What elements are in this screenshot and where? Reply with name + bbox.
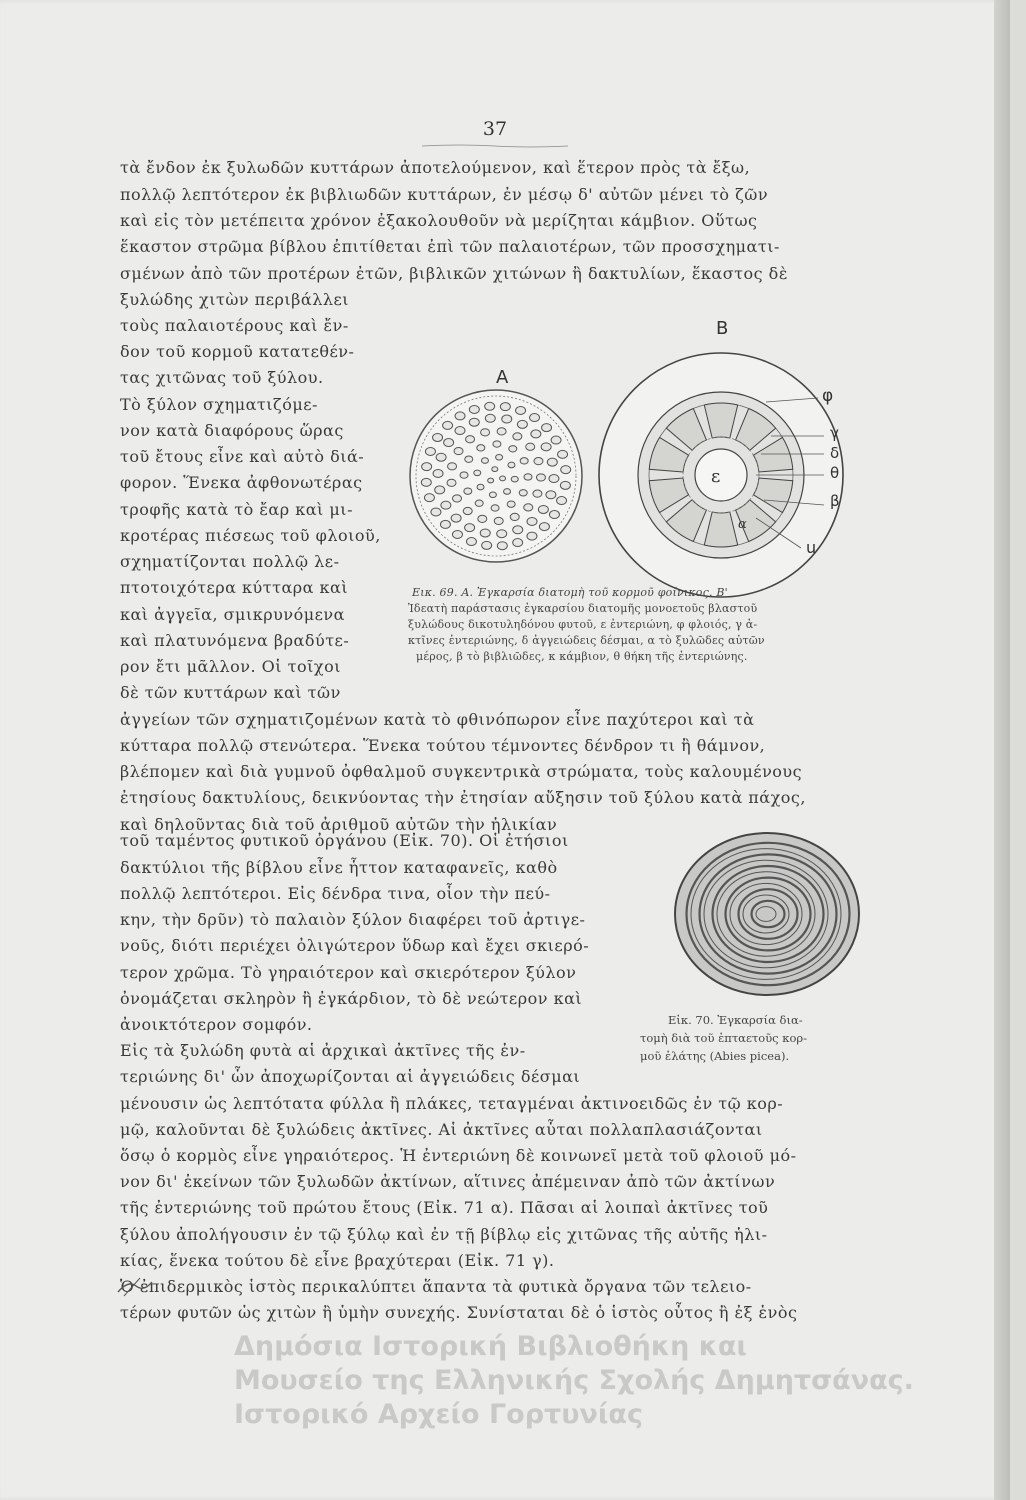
vascular-bundle-dot (455, 427, 465, 435)
vascular-bundle-dot (539, 523, 549, 531)
library-watermark: Μουσείο της Ελληνικής Σχολής Δημητσάνας. (234, 1365, 914, 1396)
text-line: κίας, ἕνεκα τούτου δὲ εἶνε βραχύτεραι (Εἰκ. 71 γ). (120, 1251, 555, 1270)
vascular-bundle-dot (557, 497, 567, 505)
figure-70-tree-rings (672, 830, 862, 998)
vascular-bundle-dot (531, 430, 541, 438)
vascular-bundle-dot (549, 475, 559, 483)
vascular-bundle-dot (538, 505, 548, 513)
marker-delta: δ (830, 444, 840, 462)
vascular-bundle-dot (502, 415, 512, 423)
text-line: Ὁ ἐπιδερμικὸς ἱστὸς περικαλύπτει ἅπαντα τὰ φυτικὰ ὄργανα τῶν τελειο- (120, 1277, 752, 1296)
figure-69b-stem-diagram (596, 350, 846, 600)
figure-69-caption: Ἰδεατὴ παράστασις ἐγκαρσίου διατομῆς μονοετοῦς βλαστοῦ (408, 602, 758, 615)
text-line: πολλῷ λεπτότεροι. Εἰς δένδρα τινα, οἷον τὴν πεύ- (120, 884, 551, 903)
vascular-bundle-dot (424, 494, 434, 502)
vascular-bundle-dot (481, 458, 488, 464)
vascular-bundle-dot (474, 470, 481, 476)
vascular-bundle-dot (485, 414, 495, 422)
text-line: πολλῷ λεπτότερον ἐκ βιβλιωδῶν κυττάρων, ἐν μέσῳ δ' αὐτῶν μένει τὸ ζῶν (120, 185, 769, 204)
vascular-bundle-dot (493, 441, 501, 447)
vascular-bundle-dot (513, 433, 522, 440)
vascular-bundle-dot (477, 484, 484, 490)
text-line: νον δι' ἐκείνων τῶν ξυλωδῶν ἀκτίνων, αἵτινες ἀπέμειναν ἀπὸ τῶν ἀκτίνων (120, 1172, 776, 1191)
text-line: ἕκαστον στρῶμα βίβλου ἐπιτίθεται ἐπὶ τῶν παλαιοτέρων, τῶν προσσχηματι- (120, 237, 780, 256)
vascular-bundle-dot (496, 454, 503, 460)
text-line: κύτταρα πολλῷ στενώτερα. Ἕνεκα τούτου τέμνοντες δένδρον τι ἢ θάμνον, (120, 736, 766, 755)
vascular-bundle-dot (500, 476, 506, 481)
vascular-bundle-dot (444, 439, 454, 447)
vascular-bundle-dot (425, 447, 435, 455)
vascular-bundle-dot (513, 526, 523, 534)
text-line: καὶ δηλοῦντας διὰ τοῦ ἀριθμοῦ αὐτῶν τὴν ἡλικίαν (120, 815, 558, 834)
vascular-bundle-dot (466, 538, 476, 546)
vascular-bundle-dot (464, 488, 472, 494)
text-line: τας χιτῶνας τοῦ ξύλου. (120, 368, 324, 387)
vascular-bundle-dot (440, 520, 450, 528)
vascular-bundle-dot (422, 463, 432, 471)
vascular-bundle-dot (435, 486, 445, 494)
vascular-bundle-dot (454, 447, 463, 454)
vascular-bundle-dot (447, 479, 456, 486)
vascular-bundle-dot (533, 490, 542, 497)
text-line: τοῦ ταμέντος φυτικοῦ ὀργάνου (Εἰκ. 70). Οἱ ἐτήσιοι (120, 831, 569, 850)
text-line: φορον. Ἕνεκα ἀφθονωτέρας (120, 473, 363, 492)
marker-epsilon: ε (711, 466, 721, 487)
vascular-bundle-dot (500, 403, 510, 411)
figure-69-caption: ξυλώδους δικοτυληδόνου φυτοῦ, ε ἐντεριώνη, φ φλοιός, γ ἀ- (408, 618, 758, 631)
vascular-bundle-dot (460, 472, 468, 478)
vascular-bundle-dot (560, 481, 570, 489)
text-line: τερον χρῶμα. Τὸ γηραιότερον καὶ σκιερότερον ξύλον (120, 963, 577, 982)
text-line: ξύλου ἀπολήγουσιν ἐν τῷ ξύλῳ καὶ ἐν τῇ βίβλῳ εἰς χιτῶνας τῆς αὐτῆς ἡλι- (120, 1225, 768, 1244)
figure-69-caption: μέρος, β τὸ βιβλιῶδες, κ κάμβιον, θ θήκη τῆς ἐντεριώνης. (416, 650, 748, 663)
text-line: ὀνομάζεται σκληρὸν ἢ ἐγκάρδιον, τὸ δὲ νεώτερον καὶ (120, 989, 583, 1008)
vascular-bundle-dot (441, 501, 451, 509)
text-line: νον κατὰ διαφόρους ὥρας (120, 421, 344, 440)
text-line: δακτύλιοι τῆς βίβλου εἶνε ἧττον καταφανεῖς, καθὸ (120, 858, 558, 877)
vascular-bundle-dot (546, 491, 556, 499)
vascular-bundle-dot (497, 530, 507, 538)
vascular-bundle-dot (536, 474, 545, 481)
vascular-bundle-dot (513, 539, 523, 547)
marker-phi: φ (822, 386, 834, 406)
vascular-bundle-dot (443, 421, 453, 429)
text-line: ξυλώδης χιτὼν περιβάλλει (120, 290, 350, 309)
vascular-bundle-dot (520, 458, 528, 464)
marker-beta: β (830, 492, 840, 510)
text-line: ὅσῳ ὁ κορμὸς εἶνε γηραιότερος. Ἡ ἐντεριώνη δὲ κοινωνεῖ μετὰ τοῦ φλοιοῦ μό- (120, 1146, 797, 1165)
marker-kappa: u (806, 538, 817, 557)
vascular-bundle-dot (534, 458, 543, 465)
vascular-bundle-dot (451, 514, 461, 522)
vascular-bundle-dot (485, 402, 495, 410)
text-line: κροτέρας πιέσεως τοῦ φλοιοῦ, (120, 526, 381, 545)
page-edge (994, 0, 1010, 1500)
vascular-bundle-dot (433, 433, 443, 441)
vascular-bundle-dot (455, 412, 465, 420)
text-line: καὶ εἰς τὸν μετέπειτα χρόνον ἐξακολουθοῦν νὰ μερίζηται κάμβιον. Οὕτως (120, 211, 758, 230)
text-line: τροφῆς κατὰ τὸ ἔαρ καὶ μι- (120, 500, 353, 519)
vascular-bundle-dot (497, 542, 507, 550)
vascular-bundle-dot (524, 474, 532, 480)
vascular-bundle-dot (465, 524, 475, 532)
text-line: σχηματίζονται πολλῷ λε- (120, 552, 340, 571)
vascular-bundle-dot (527, 517, 537, 525)
text-line: τέρων φυτῶν ὡς χιτὼν ἢ ὑμὴν συνεχής. Συνίσταται δὲ ὁ ἱστὸς οὗτος ἢ ἐξ ἑνὸς (120, 1303, 798, 1322)
vascular-bundle-dot (452, 495, 461, 502)
library-watermark: Ιστορικό Αρχείο Γορτυνίας (234, 1399, 643, 1430)
vascular-bundle-dot (508, 462, 515, 468)
vascular-bundle-dot (526, 443, 535, 450)
figure-label-b: B (716, 318, 729, 339)
vascular-bundle-dot (469, 405, 479, 413)
vascular-bundle-dot (558, 450, 568, 458)
vascular-bundle-dot (517, 420, 527, 428)
vascular-bundle-dot (492, 467, 498, 472)
figure-70-caption: Εἰκ. 70. Ἐγκαρσία δια- (668, 1013, 803, 1027)
vascular-bundle-dot (448, 463, 457, 470)
vascular-bundle-dot (551, 436, 561, 444)
vascular-bundle-dot (507, 501, 515, 507)
text-line: Εἰς τὰ ξυλώδη φυτὰ αἱ ἀρχικαὶ ἀκτῖνες τῆς ἐν- (120, 1041, 526, 1060)
text-line: τὰ ἔνδον ἐκ ξυλωδῶν κυττάρων ἀποτελούμενον, καὶ ἕτερον πρὸς τὰ ἔξω, (120, 158, 751, 177)
text-line: ἐτησίους δακτυλίους, δεικνύοντας τὴν ἐτησίαν αὔξησιν τοῦ ξύλου κατὰ πάχος, (120, 788, 806, 807)
vascular-bundle-dot (436, 453, 446, 461)
text-line: δον τοῦ κορμοῦ κατατεθέν- (120, 342, 355, 361)
vascular-bundle-dot (478, 515, 487, 522)
vascular-bundle-dot (433, 469, 443, 477)
vascular-bundle-dot (481, 429, 490, 436)
vascular-bundle-dot (519, 490, 527, 496)
text-line: σμένων ἀπὸ τῶν προτέρων ἐτῶν, βιβλικῶν χιτώνων ἢ δακτυλίων, ἕκαστος δὲ (120, 264, 788, 283)
marker-gamma: γ (830, 424, 839, 442)
vascular-bundle-dot (452, 530, 462, 538)
vascular-bundle-dot (497, 428, 506, 435)
text-line: μένουσιν ὡς λεπτότατα φύλλα ἢ πλάκες, τεταγμέναι ἀκτινοειδῶς ἐν τῷ κορ- (120, 1094, 784, 1113)
figure-69a-palm-section (408, 388, 584, 564)
figure-70-caption: τομὴ διὰ τοῦ ἑπταετοῦς κορ- (640, 1031, 808, 1045)
text-line: δὲ τῶν κυττάρων καὶ τῶν (120, 683, 341, 702)
library-watermark: Δημόσια Ιστορική Βιβλιοθήκη και (234, 1331, 747, 1362)
figure-70-caption: μοῦ ἐλάτης (Abies picea). (640, 1049, 790, 1063)
vascular-bundle-dot (561, 466, 571, 474)
vascular-bundle-dot (466, 436, 475, 443)
vascular-bundle-dot (421, 478, 431, 486)
vascular-bundle-dot (504, 489, 511, 495)
text-line: τοὺς παλαιοτέρους καὶ ἔν- (120, 316, 349, 335)
vascular-bundle-dot (465, 456, 473, 462)
figure-69-caption: Εικ. 69. Α. Ἐγκαρσία διατομὴ τοῦ κορμοῦ φοίνικος. Β' (412, 586, 728, 599)
marker-alpha: α (738, 517, 747, 532)
text-line: τεριώνης δι' ὧν ἀποχωρίζονται αἱ ἀγγειώδεις δέσμαι (120, 1067, 581, 1086)
text-line: ρον ἔτι μᾶλλον. Οἱ τοῖχοι (120, 657, 341, 676)
vascular-bundle-dot (494, 517, 503, 524)
pencil-mark-icon (114, 1274, 154, 1300)
text-line: βλέπομεν καὶ διὰ γυμνοῦ ὀφθαλμοῦ συγκεντρικὰ στρώματα, τοὺς καλουμένους (120, 762, 803, 781)
pagenum-rule (420, 143, 570, 149)
text-line: τῆς ἐντεριώνης τοῦ πρώτου ἔτους (Εἰκ. 71 α). Πᾶσαι αἱ λοιπαὶ ἀκτῖνες τοῦ (120, 1198, 769, 1217)
vascular-bundle-dot (488, 478, 494, 483)
vascular-bundle-dot (475, 500, 483, 506)
vascular-bundle-dot (547, 458, 557, 466)
text-line: μῷ, καλοῦνται δὲ ξυλώδεις ἀκτῖνες. Αἱ ἀκτῖνες αὗται πολλαπλασιάζονται (120, 1120, 763, 1139)
vascular-bundle-dot (491, 505, 499, 511)
vascular-bundle-dot (549, 511, 559, 519)
figure-69-caption: κτῖνες ἐντεριώνης, δ ἀγγειώδεις δέσμαι, α τὸ ξυλῶδες αὐτῶν (408, 634, 765, 647)
text-line: νοῦς, διότι περιέχει ὀλιγώτερον ὕδωρ καὶ ἔχει σκιερό- (120, 936, 590, 955)
vascular-bundle-dot (516, 406, 526, 414)
vascular-bundle-dot (524, 504, 533, 511)
vascular-bundle-dot (477, 445, 485, 451)
vascular-bundle-dot (527, 532, 537, 540)
vascular-bundle-dot (463, 507, 472, 514)
text-line: ἀνοικτότερον σομφόν. (120, 1015, 313, 1034)
vascular-bundle-dot (482, 541, 492, 549)
vascular-bundle-dot (510, 513, 519, 520)
vascular-bundle-dot (509, 446, 517, 452)
text-line: Τὸ ξύλον σχηματιζόμε- (120, 395, 318, 414)
text-line: καὶ πλατυνόμενα βραδύτε- (120, 631, 350, 650)
text-line: ἀγγείων τῶν σχηματιζομένων κατὰ τὸ φθινόπωρον εἶνε παχύτεροι καὶ τὰ (120, 710, 755, 729)
vascular-bundle-dot (530, 414, 540, 422)
vascular-bundle-dot (431, 508, 441, 516)
vascular-bundle-dot (542, 424, 552, 432)
text-line: καὶ ἀγγεῖα, σμικρυνόμενα (120, 605, 345, 624)
vascular-bundle-dot (469, 418, 479, 426)
vascular-bundle-dot (511, 476, 518, 482)
text-line: πτοτοιχότερα κύτταρα καὶ (120, 578, 349, 597)
vascular-bundle-dot (480, 529, 490, 537)
text-line: τοῦ ἔτους εἶνε καὶ αὐτὸ διά- (120, 447, 365, 466)
figure-label-a: A (496, 367, 509, 388)
marker-theta: θ (830, 464, 840, 482)
vascular-bundle-dot (541, 443, 551, 451)
vascular-bundle-dot (489, 492, 496, 498)
page-number: 37 (482, 118, 508, 140)
text-line: κην, τὴν δρῦν) τὸ παλαιὸν ξύλον διαφέρει τοῦ ἀρτιγε- (120, 910, 586, 929)
